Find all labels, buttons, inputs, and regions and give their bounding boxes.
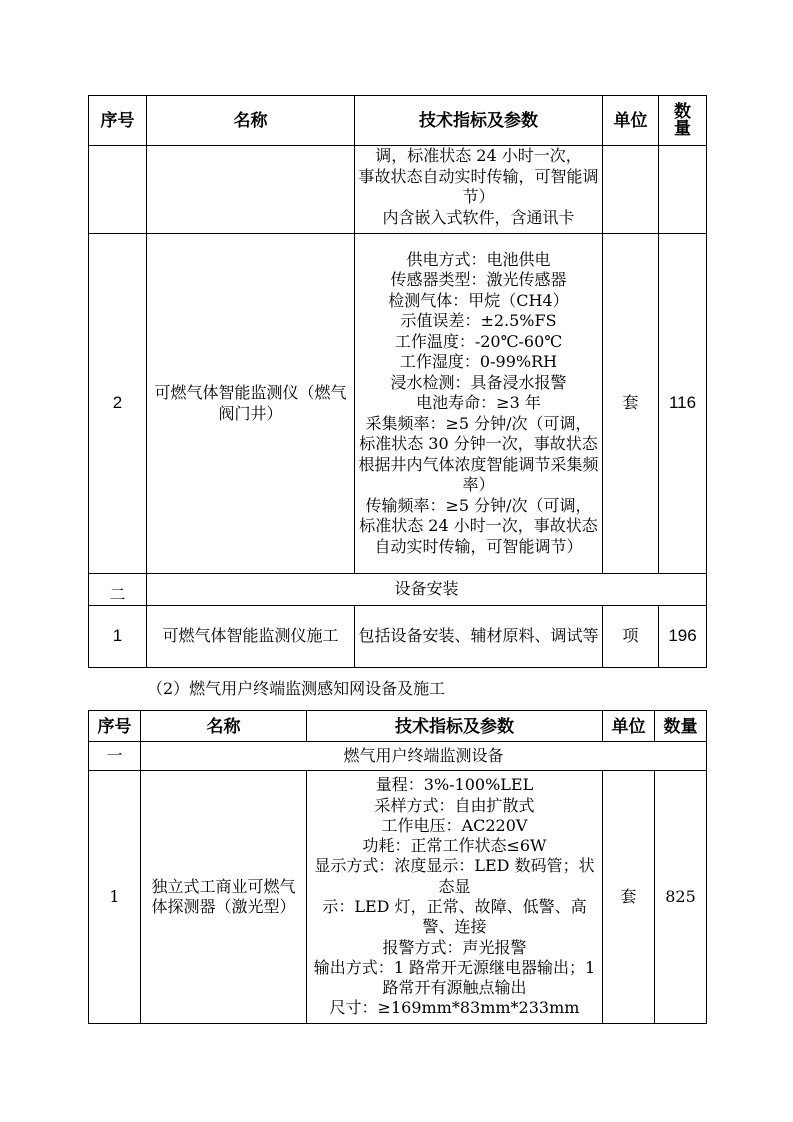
cell-name: 可燃气体智能监测仪（燃气阀门井） (147, 234, 355, 574)
header-spec: 技术指标及参数 (307, 711, 603, 742)
section-seq: 二 (89, 574, 147, 606)
section-row (89, 742, 707, 771)
table-row (89, 234, 707, 574)
cell-spec: 调，标准状态 24 小时一次， 事故状态自动实时传输，可智能调节） 内含嵌入式软件，含通讯卡 (355, 146, 603, 234)
table-row (89, 771, 707, 1024)
header-qty: 数量 (659, 96, 707, 146)
cell-name: 可燃气体智能监测仪施工 (147, 606, 355, 668)
cell-qty: 825 (655, 771, 707, 1024)
cell-qty: 116 (659, 234, 707, 574)
cell-name: 独立式工商业可燃气体探测器（激光型） (141, 771, 307, 1024)
header-unit: 单位 (603, 96, 659, 146)
header-name: 名称 (147, 96, 355, 146)
header-seq: 序号 (89, 711, 141, 742)
section-title: 燃气用户终端监测设备 (141, 742, 707, 771)
cell-unit: 项 (603, 606, 659, 668)
table-row (89, 146, 707, 234)
cell-spec: 包括设备安装、辅材原料、调试等 (355, 606, 603, 668)
cell-seq (89, 146, 147, 234)
equipment-table-1 (88, 95, 707, 668)
cell-qty (659, 146, 707, 234)
cell-seq: 1 (89, 606, 147, 668)
table-header-row (89, 96, 707, 146)
cell-spec: 供电方式：电池供电 传感器类型：激光传感器 检测气体：甲烷（CH4） 示值误差：±2.5%FS 工作温度：-20℃-60℃ 工作湿度：0-99%RH 浸水检测：具备浸水报警 电池寿命：≥3 年 采集频率：≥5 分钟/次（可调，标准状态 30 分钟一次，事故状态根据井内气体浓度智能调节采集频率） 传输频率：≥5 分钟/次（可调，标准状态 24 小时一次，事故状态自动实时传输，可智能调节） (355, 234, 603, 574)
cell-unit: 套 (603, 771, 655, 1024)
section-title: 设备安装 (147, 574, 707, 606)
section-caption: （2）燃气用户终端监测感知网设备及施工 (147, 679, 446, 698)
cell-name (147, 146, 355, 234)
header-seq: 序号 (89, 96, 147, 146)
equipment-table-2 (88, 710, 707, 1024)
cell-qty: 196 (659, 606, 707, 668)
header-unit: 单位 (603, 711, 655, 742)
cell-unit: 套 (603, 234, 659, 574)
cell-unit (603, 146, 659, 234)
table-row (89, 606, 707, 668)
cell-seq: 2 (89, 234, 147, 574)
header-spec: 技术指标及参数 (355, 96, 603, 146)
section-seq: 一 (89, 742, 141, 771)
cell-spec: 量程：3%-100%LEL 采样方式：自由扩散式 工作电压：AC220V 功耗：正常工作状态≤6W 显示方式：浓度显示：LED 数码管；状态显 示：LED 灯，正常、故障、低警、高警、连接 报警方式：声光报警 输出方式：1 路常开无源继电器输出；1 路常开有源触点输出 尺寸：≥169mm*83mm*233mm (307, 771, 603, 1024)
header-qty: 数量 (655, 711, 707, 742)
header-name: 名称 (141, 711, 307, 742)
cell-seq: 1 (89, 771, 141, 1024)
section-row (89, 574, 707, 606)
table-header-row (89, 711, 707, 742)
